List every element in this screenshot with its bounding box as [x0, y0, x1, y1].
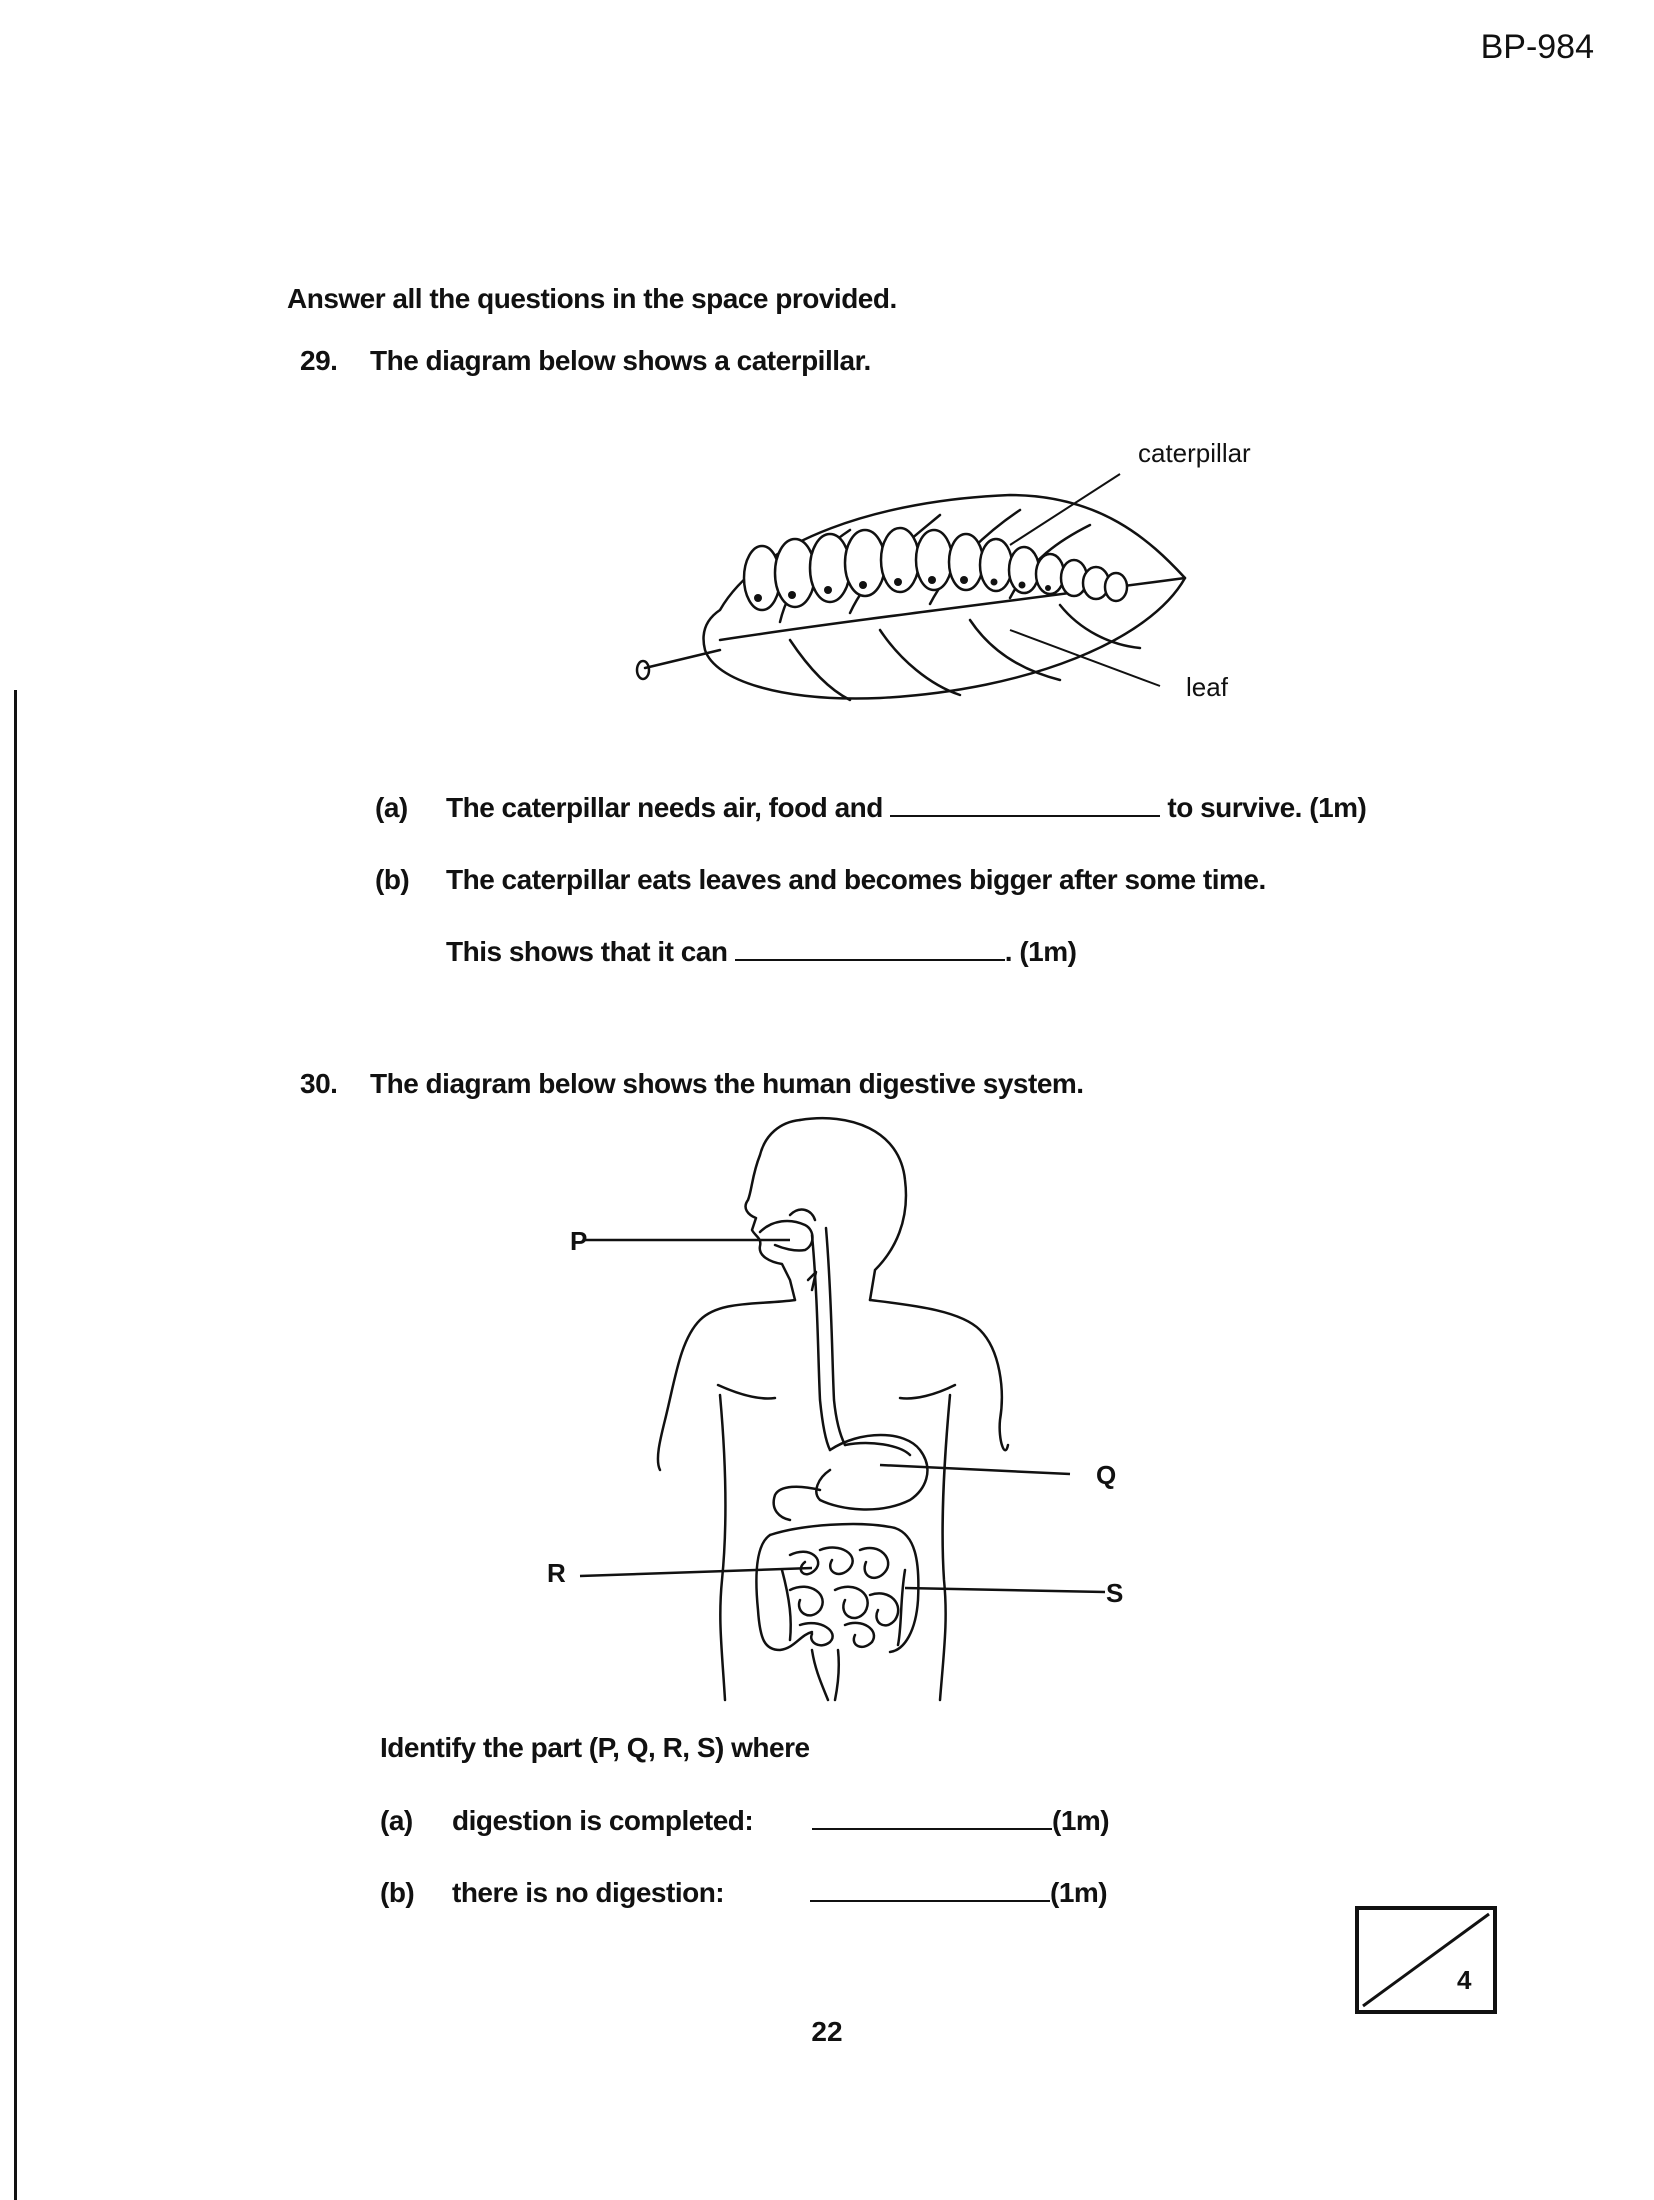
label-r: R [547, 1558, 566, 1588]
q29-text: The diagram below shows a caterpillar. [370, 345, 871, 376]
q29b-line1: The caterpillar eats leaves and becomes bigger after some time. [446, 864, 1266, 895]
q29b-letter: (b) [375, 864, 410, 895]
page-number: 22 [811, 2016, 843, 2047]
caterpillar-label: caterpillar [1138, 438, 1251, 468]
q30a-text: digestion is completed: [452, 1805, 754, 1836]
q29b-before: This shows that it can [446, 936, 728, 967]
q29-number: 29. [300, 345, 338, 376]
label-p: P [570, 1226, 587, 1256]
q30a-letter: (a) [380, 1805, 413, 1836]
label-q: Q [1096, 1460, 1116, 1490]
score-box-value: 4 [1457, 1965, 1471, 1995]
score-box-diagonal [1355, 1906, 1497, 2014]
q30b-answer-line [810, 1877, 1107, 1909]
q30b-text: there is no digestion: [452, 1877, 725, 1908]
instruction-text: Answer all the questions in the space provided. [287, 283, 897, 314]
q30b-letter: (b) [380, 1877, 415, 1908]
q29b-after: . (1m) [1004, 936, 1077, 967]
q30a-answer-blank[interactable] [812, 1828, 1052, 1830]
q30a-answer-line [812, 1805, 1109, 1837]
q30a-marks: (1m) [1052, 1805, 1110, 1836]
q30b-marks: (1m) [1050, 1877, 1108, 1908]
q29a-after: to survive. (1m) [1167, 792, 1367, 823]
q29a-letter: (a) [375, 792, 408, 823]
q30b-answer-blank[interactable] [810, 1900, 1050, 1902]
label-s: S [1106, 1578, 1123, 1608]
q30-number: 30. [300, 1068, 338, 1099]
q30-prompt: Identify the part (P, Q, R, S) where [380, 1732, 810, 1763]
q30-text: The diagram below shows the human digestive system. [370, 1068, 1084, 1099]
leaf-label: leaf [1186, 672, 1228, 702]
paper-code: BP-984 [1480, 28, 1594, 66]
q29a-before: The caterpillar needs air, food and [446, 792, 883, 823]
score-box [1355, 1906, 1497, 2014]
